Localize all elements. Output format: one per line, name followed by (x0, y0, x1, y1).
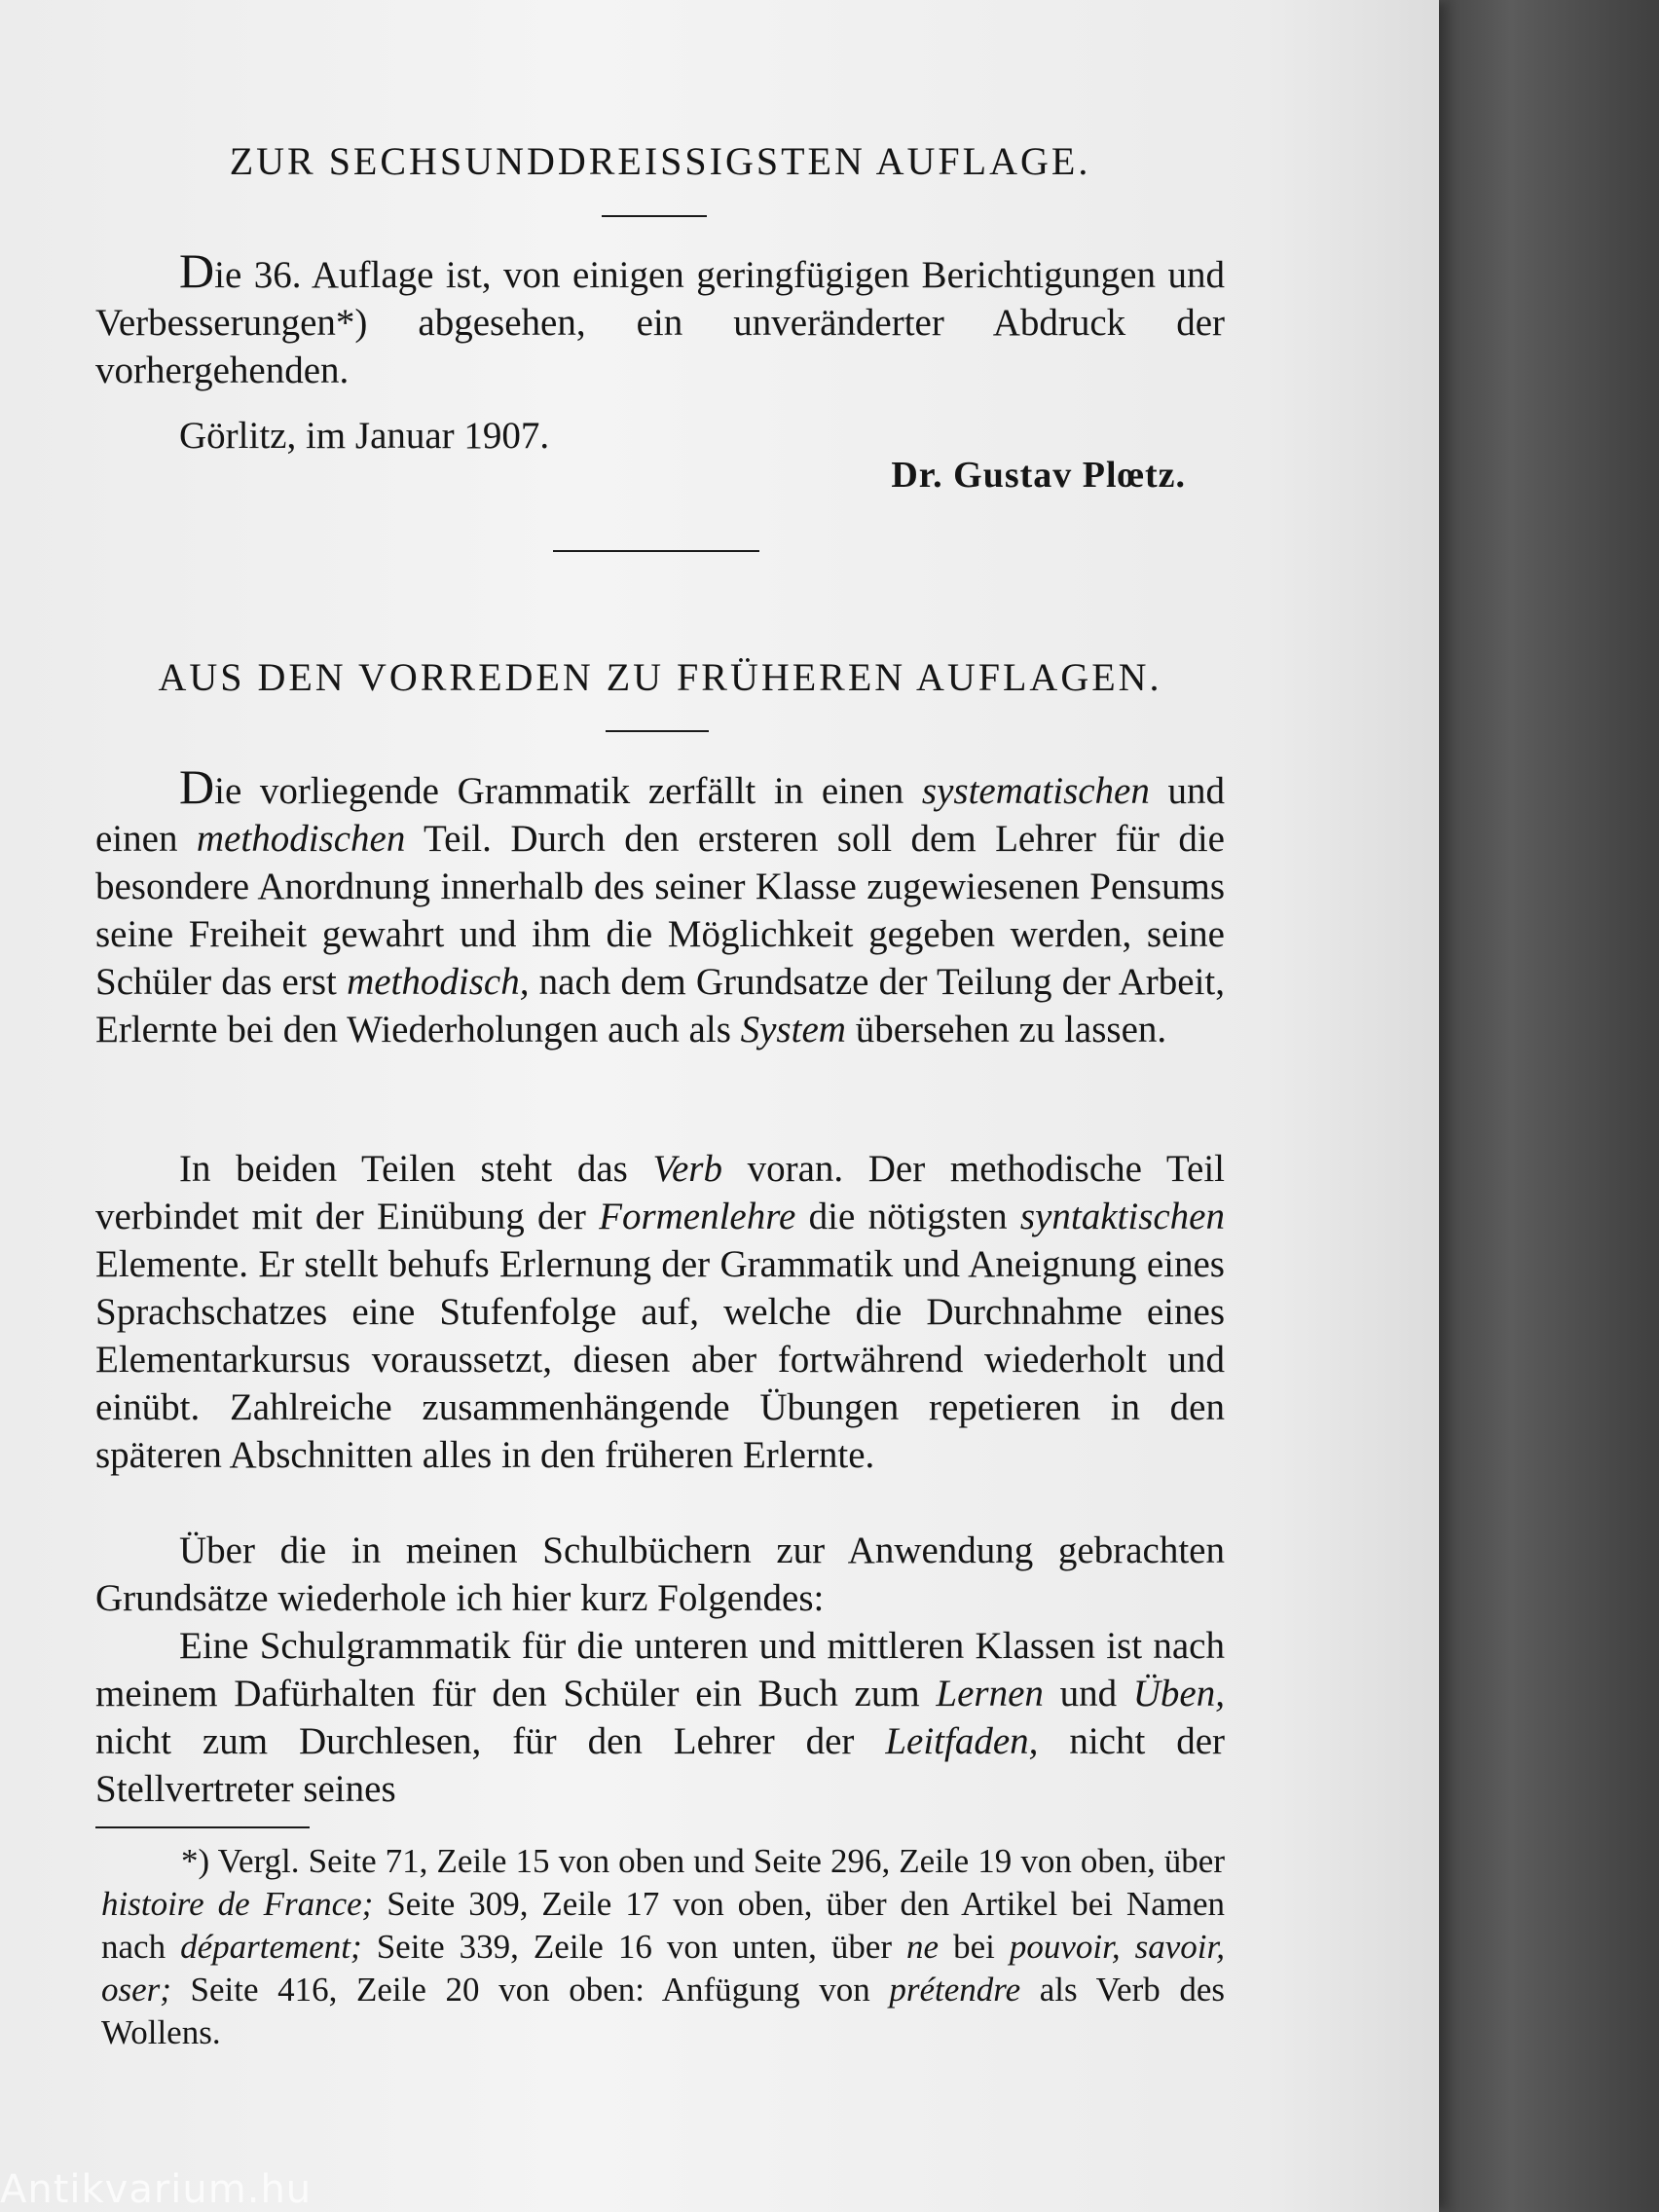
place-date: Görlitz, im Januar 1907. (179, 415, 550, 457)
drop-cap-2: D (179, 759, 215, 814)
paragraph-36th-edition: Die 36. Auflage ist, von einigen geringfügigen Berichtigungen und Verbesserungen*) abgesehen, ein unveränderter Abdruck der vorhergehenden. (95, 243, 1225, 391)
footnote-rule (95, 1826, 310, 1828)
section-divider (553, 550, 759, 552)
paragraph-grammar-parts: Die vorliegende Grammatik zerfällt in einen systematischen und einen methodischen Teil. Durch den ersteren soll dem Lehrer für die besondere Anordnung innerhalb des seiner Klasse zugewiesenen Pensums seine Freiheit gewahrt und ihm die Möglichkeit gegeben werden, seine Schüler das erst methodisch, nach dem Grundsatze der Teilung der Arbeit, Erlernte bei den Wiederholungen auch als System übersehen zu lassen. (95, 759, 1226, 1051)
section-heading-earlier-prefaces: AUS DEN VORREDEN ZU FRÜHEREN AUFLAGEN. (158, 655, 1162, 699)
footnote: *) Vergl. Seite 71, Zeile 15 von oben und Seite 296, Zeile 19 von oben, über histoire de France; Seite 309, Zeile 17 von oben, über den Artikel bei Namen nach département; Seite 339, Zeile 16 von unten, über ne bei pouvoir, savoir, oser; Seite 416, Zeile 20 von oben: Anfügung von prétendre als Verb des Wollens. (101, 1842, 1225, 2051)
watermark: Antikvarium.hu (0, 2167, 313, 2212)
heading-rule-2 (606, 730, 709, 732)
section-heading-36th-edition: ZUR SECHSUNDDREISSIGSTEN AUFLAGE. (229, 139, 1091, 183)
drop-cap: D (179, 243, 215, 298)
heading-rule (602, 215, 707, 217)
paragraph-verb-first: In beiden Teilen steht das Verb voran. Der methodische Teil verbindet mit der Einübung der Formenlehre die nötigsten syntaktischen Elemente. Er stellt behufs Erlernung der Grammatik und Aneignung eines Sprachschatzes eine Stufenfolge auf, welche die Durchnahme eines Elementarkursus voraussetzt, diesen aber fortwährend wiederholt und einübt. Zahlreiche zusammenhängende Übungen repetieren in den späteren Abschnitten alles in den früheren Erlernte. (95, 1148, 1225, 1476)
author-signature: Dr. Gustav Plœtz. (891, 455, 1186, 496)
paragraph-school-grammar: Eine Schulgrammatik für die unteren und mittleren Klassen ist nach meinem Dafürhalten für den Schüler ein Buch zum Lernen und Üben, nicht zum Durchlesen, für den Lehrer der Leitfaden, nicht der Stellvertreter seines (95, 1625, 1225, 1810)
book-spine (1412, 0, 1659, 2212)
paragraph-principles: Über die in meinen Schulbüchern zur Anwendung gebrachten Grundsätze wiederhole ich hier kurz Folgendes: (95, 1530, 1225, 1619)
